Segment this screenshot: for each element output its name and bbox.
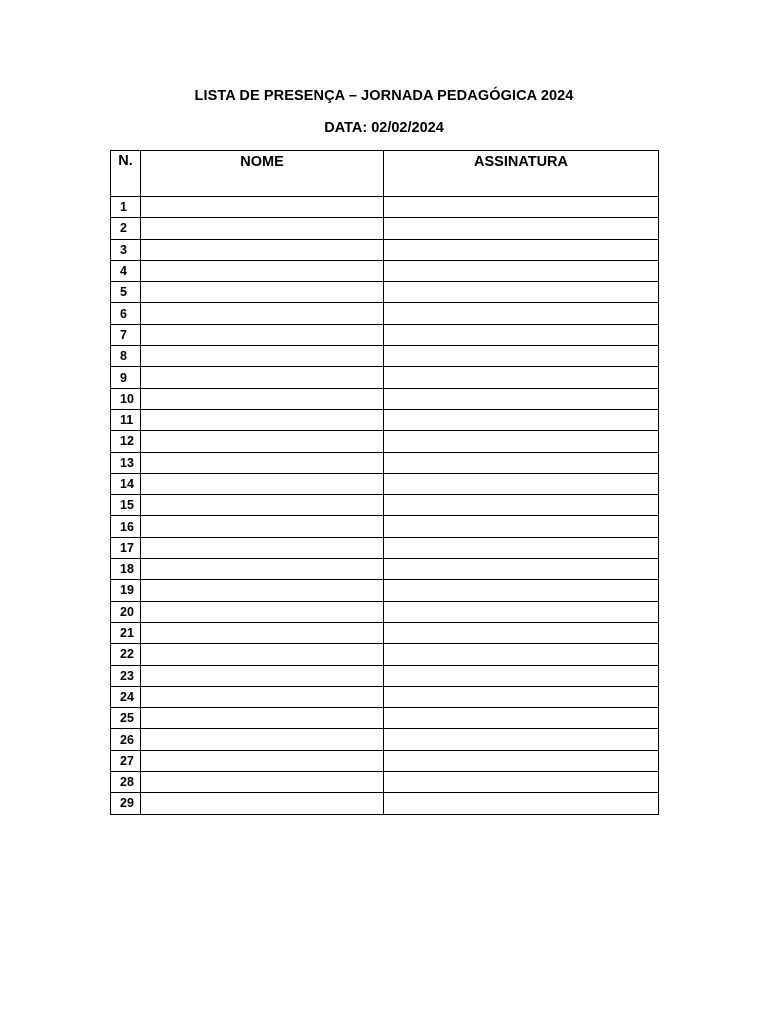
name-cell[interactable]	[141, 559, 384, 580]
table-row	[111, 644, 659, 665]
table-row	[111, 346, 659, 367]
signature-cell[interactable]	[384, 260, 659, 281]
table-row	[111, 282, 659, 303]
table-row	[111, 729, 659, 750]
table-row	[111, 303, 659, 324]
name-cell[interactable]	[141, 367, 384, 388]
table-row	[111, 708, 659, 729]
name-cell[interactable]	[141, 686, 384, 707]
name-cell[interactable]	[141, 452, 384, 473]
signature-cell[interactable]	[384, 452, 659, 473]
signature-cell[interactable]	[384, 708, 659, 729]
row-number: 13	[111, 452, 141, 473]
name-cell[interactable]	[141, 622, 384, 643]
document-date: DATA: 02/02/2024	[324, 120, 444, 136]
table-row	[111, 580, 659, 601]
table-row	[111, 324, 659, 345]
table-body	[111, 197, 659, 815]
name-cell[interactable]	[141, 729, 384, 750]
table-row	[111, 516, 659, 537]
name-cell[interactable]	[141, 218, 384, 239]
signature-cell[interactable]	[384, 324, 659, 345]
row-number: 5	[111, 282, 141, 303]
signature-cell[interactable]	[384, 303, 659, 324]
name-cell[interactable]	[141, 537, 384, 558]
table-row	[111, 793, 659, 814]
name-cell[interactable]	[141, 239, 384, 260]
signature-cell[interactable]	[384, 537, 659, 558]
name-cell[interactable]	[141, 388, 384, 409]
table-row	[111, 367, 659, 388]
table-row	[111, 537, 659, 558]
table-row	[111, 473, 659, 494]
header-number: N.	[111, 151, 141, 197]
signature-cell[interactable]	[384, 729, 659, 750]
signature-cell[interactable]	[384, 516, 659, 537]
name-cell[interactable]	[141, 793, 384, 814]
name-cell[interactable]	[141, 516, 384, 537]
row-number: 23	[111, 665, 141, 686]
name-cell[interactable]	[141, 409, 384, 430]
name-cell[interactable]	[141, 644, 384, 665]
row-number: 4	[111, 260, 141, 281]
table-row	[111, 409, 659, 430]
row-number: 19	[111, 580, 141, 601]
name-cell[interactable]	[141, 324, 384, 345]
attendance-table	[110, 150, 659, 815]
signature-cell[interactable]	[384, 772, 659, 793]
name-cell[interactable]	[141, 495, 384, 516]
row-number: 20	[111, 601, 141, 622]
table-row	[111, 239, 659, 260]
signature-cell[interactable]	[384, 346, 659, 367]
signature-cell[interactable]	[384, 686, 659, 707]
signature-cell[interactable]	[384, 473, 659, 494]
row-number: 11	[111, 409, 141, 430]
name-cell[interactable]	[141, 601, 384, 622]
row-number: 12	[111, 431, 141, 452]
table-row	[111, 622, 659, 643]
header-name: NOME	[141, 151, 384, 197]
row-number: 15	[111, 495, 141, 516]
signature-cell[interactable]	[384, 388, 659, 409]
row-number: 3	[111, 239, 141, 260]
header-row	[111, 151, 659, 197]
table-row	[111, 197, 659, 218]
table-row	[111, 452, 659, 473]
row-number: 17	[111, 537, 141, 558]
table-row	[111, 601, 659, 622]
table-row	[111, 495, 659, 516]
signature-cell[interactable]	[384, 367, 659, 388]
signature-cell[interactable]	[384, 601, 659, 622]
row-number: 9	[111, 367, 141, 388]
name-cell[interactable]	[141, 750, 384, 771]
name-cell[interactable]	[141, 346, 384, 367]
signature-cell[interactable]	[384, 282, 659, 303]
table-row	[111, 388, 659, 409]
row-number: 6	[111, 303, 141, 324]
row-number: 1	[111, 197, 141, 218]
row-number: 10	[111, 388, 141, 409]
signature-cell[interactable]	[384, 793, 659, 814]
row-number: 24	[111, 686, 141, 707]
name-cell[interactable]	[141, 772, 384, 793]
name-cell[interactable]	[141, 580, 384, 601]
name-cell[interactable]	[141, 282, 384, 303]
signature-cell[interactable]	[384, 750, 659, 771]
signature-cell[interactable]	[384, 239, 659, 260]
name-cell[interactable]	[141, 303, 384, 324]
row-number: 16	[111, 516, 141, 537]
row-number: 14	[111, 473, 141, 494]
table-row	[111, 665, 659, 686]
name-cell[interactable]	[141, 260, 384, 281]
document-title: LISTA DE PRESENÇA – JORNADA PEDAGÓGICA 2024	[194, 88, 574, 104]
signature-cell[interactable]	[384, 644, 659, 665]
table-row	[111, 772, 659, 793]
row-number: 28	[111, 772, 141, 793]
table-row	[111, 750, 659, 771]
name-cell[interactable]	[141, 197, 384, 218]
name-cell[interactable]	[141, 708, 384, 729]
table-row	[111, 559, 659, 580]
signature-cell[interactable]	[384, 580, 659, 601]
signature-cell[interactable]	[384, 218, 659, 239]
header-signature: ASSINATURA	[384, 151, 659, 197]
row-number: 2	[111, 218, 141, 239]
table-row	[111, 686, 659, 707]
table-row	[111, 260, 659, 281]
row-number: 26	[111, 729, 141, 750]
row-number: 18	[111, 559, 141, 580]
signature-cell[interactable]	[384, 197, 659, 218]
row-number: 29	[111, 793, 141, 814]
table-row	[111, 218, 659, 239]
row-number: 7	[111, 324, 141, 345]
signature-cell[interactable]	[384, 431, 659, 452]
table-row	[111, 431, 659, 452]
name-cell[interactable]	[141, 473, 384, 494]
row-number: 8	[111, 346, 141, 367]
row-number: 22	[111, 644, 141, 665]
name-cell[interactable]	[141, 431, 384, 452]
signature-cell[interactable]	[384, 622, 659, 643]
signature-cell[interactable]	[384, 559, 659, 580]
signature-cell[interactable]	[384, 665, 659, 686]
row-number: 25	[111, 708, 141, 729]
row-number: 27	[111, 750, 141, 771]
name-cell[interactable]	[141, 665, 384, 686]
row-number: 21	[111, 622, 141, 643]
signature-cell[interactable]	[384, 495, 659, 516]
signature-cell[interactable]	[384, 409, 659, 430]
